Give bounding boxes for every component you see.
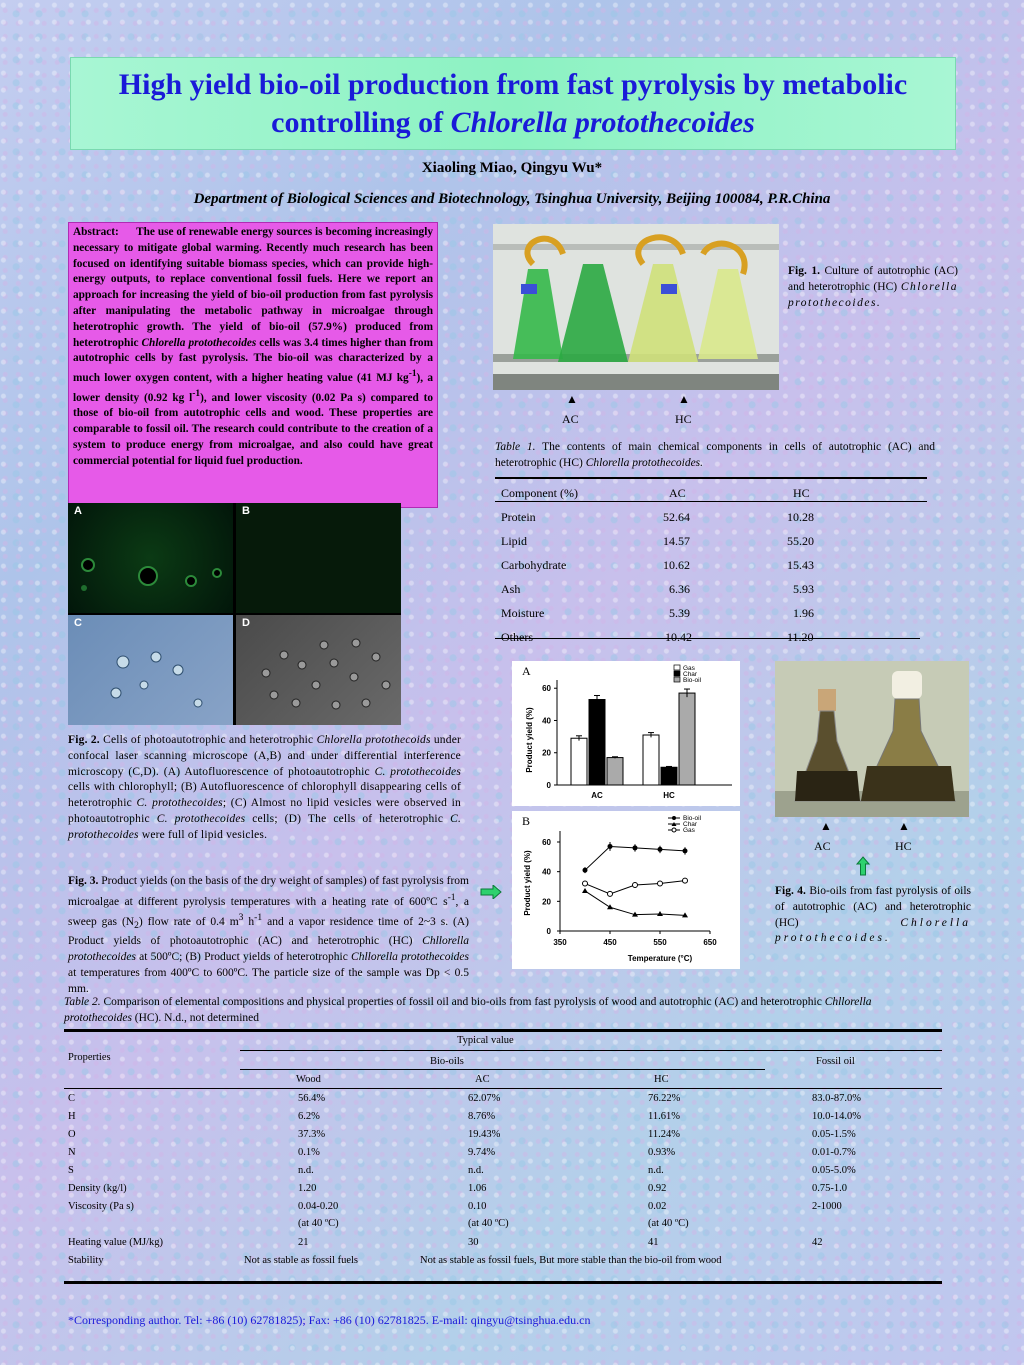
fig3b-chart xyxy=(512,811,740,969)
fig3a-category-label: AC xyxy=(591,791,603,800)
fig3a-category-label: HC xyxy=(663,791,675,800)
fig3-species-1: Chllorella protothecoides xyxy=(68,935,470,964)
fig1-hc-label: HC xyxy=(675,412,692,426)
fig4-ac-arrow-icon: ▲ xyxy=(820,819,832,833)
table2-h-hc: HC xyxy=(654,1074,669,1085)
fig1-label: Fig. 1. xyxy=(788,265,820,277)
table2-cell: O xyxy=(68,1129,76,1140)
table2-caption-text: Comparison of elemental compositions and physical properties of fossil oil and bio-oils from fast pyrolysis of wood and autotrophic (AC) and heterotrophic xyxy=(103,996,822,1008)
fig3-label: Fig. 3. xyxy=(68,875,99,887)
table2-cell: 9.74% xyxy=(468,1147,496,1158)
table2-cell: 62.07% xyxy=(468,1093,501,1104)
fig3b-legend-label: Char xyxy=(683,821,698,828)
fig3b-ytick-label: 60 xyxy=(542,838,551,847)
micro-panel-c xyxy=(68,615,233,725)
abstract-text-3: ), a lower density (0.92 kg l xyxy=(73,371,433,404)
t1-r4-c0: Moisture xyxy=(501,606,545,620)
table2-cell: (at 40 ºC) xyxy=(468,1218,509,1229)
fig3b-point xyxy=(658,847,663,852)
fig4-text: Bio-oils from fast pyrolysis of oils of autotrophic (AC) and heterotrophic (HC) xyxy=(775,885,971,929)
table1-header-component: Component (%) xyxy=(501,486,578,500)
table2-caption xyxy=(64,995,934,1027)
authors: Xiaoling Miao, Qingyu Wu* xyxy=(421,160,603,176)
table2-h-fossil: Fossil oil xyxy=(816,1056,855,1067)
fig3b-point xyxy=(683,878,688,883)
table2-h-wood: Wood xyxy=(296,1074,321,1085)
abstract-species: Chlorella protothecoides xyxy=(141,336,257,349)
table1-caption-species: Chlorella protothecoides. xyxy=(585,456,704,469)
fig3a-ytick-label: 20 xyxy=(542,748,551,758)
fig3-sub-1: 2 xyxy=(134,920,139,932)
t1-r5-c0: Others xyxy=(501,630,533,644)
fig3b-point xyxy=(583,881,588,886)
fig3-caption xyxy=(68,874,469,998)
fig3a-bar xyxy=(571,738,587,785)
fig3b-xtick-label: 350 xyxy=(553,938,567,947)
table2-cell: 1.20 xyxy=(298,1183,317,1194)
micro-c-cells xyxy=(68,615,233,725)
micro-panel-a xyxy=(68,503,233,613)
fig3b-xtick-label: 450 xyxy=(603,938,617,947)
fig3b-xtick-label: 650 xyxy=(703,938,717,947)
table2-cell: 0.05-1.5% xyxy=(812,1129,856,1140)
fig3b-legend-label: Bio-oil xyxy=(683,815,702,822)
fig3-species-2: Chllorella protothecoides xyxy=(351,951,470,964)
table2-cell: 10.0-14.0% xyxy=(812,1111,861,1122)
table2-bottom-rule xyxy=(64,1281,942,1284)
fig2-species-3: C. protothecoides xyxy=(136,797,223,810)
table2-cell: 8.76% xyxy=(468,1111,496,1122)
fig3-text-6: at 500ºC; (B) Product yields of heterotrophic xyxy=(139,951,348,964)
fig3a-legend-label: Gas xyxy=(683,665,695,672)
fig3a-legend-label: Char xyxy=(683,671,698,678)
t1-r4-c1: 5.39 xyxy=(669,606,690,620)
fig2-text-1: Cells of photoautotrophic and heterotrophic xyxy=(103,734,314,746)
table2-cell: 21 xyxy=(298,1237,309,1248)
t1-r5-c2: 11.20 xyxy=(787,630,814,644)
table2-cell: 37.3% xyxy=(298,1129,326,1140)
table2-cell: Viscosity (Pa s) xyxy=(68,1201,134,1212)
fig3a-bar xyxy=(679,693,695,785)
fig3a-legend-swatch xyxy=(674,665,680,670)
table2-cell: 0.04-0.20 xyxy=(298,1201,339,1212)
table2-cell: 41 xyxy=(648,1237,659,1248)
fig2-species-5: C. protothecoides xyxy=(68,812,462,841)
fig3a-panel-label: A xyxy=(522,664,531,678)
fig3b-xlabel: Temperature (°C) xyxy=(627,954,693,963)
fig4-species: Chlorella protothecoides. xyxy=(775,916,971,945)
microscopy-figure xyxy=(68,503,401,725)
affiliation: Department of Biological Sciences and Biotechnology, Tsinghua University, Beijing 100084, P.R.China xyxy=(193,191,831,207)
table2-cell: n.d. xyxy=(648,1165,664,1176)
biooil-flasks-illustration xyxy=(775,661,969,817)
fig3a-legend-swatch xyxy=(674,677,680,682)
fig3b-legend-label: Gas xyxy=(683,827,695,834)
table2-caption-species: Chllorella protothecoides xyxy=(64,996,872,1024)
fig3b-ytick-label: 40 xyxy=(542,867,551,877)
table2-cell: 1.06 xyxy=(468,1183,487,1194)
table2-cell: 11.61% xyxy=(648,1111,680,1122)
fig4-hc-arrow-icon: ▲ xyxy=(898,819,910,833)
table2-cell: Density (kg/l) xyxy=(68,1183,127,1194)
fig3b-point xyxy=(683,848,688,853)
fig3b-point xyxy=(658,881,663,886)
abstract-label: Abstract: xyxy=(73,226,119,238)
fig2-text-6: were full of lipid vesicles. xyxy=(141,828,268,841)
table1-bottom-rule xyxy=(495,638,920,639)
table2-cell: S xyxy=(68,1165,74,1176)
fig2-text-3: cells with chlorophyll; (B) Autofluorescence of chlorophyll disappearing cells of heterotrophic xyxy=(68,781,461,810)
fig3-text-2: , a sweep gas (N xyxy=(68,895,469,929)
t1-r3-c0: Ash xyxy=(501,582,521,596)
fig3a-legend-label: Bio-oil xyxy=(683,677,702,684)
title-line-2: controlling of xyxy=(271,106,444,139)
fig3-sup-3: -1 xyxy=(254,912,263,924)
table2-cell: 6.2% xyxy=(298,1111,320,1122)
fig2-text-2: under confocal laser scanning microscope (A,B) and under differential interference microscopy (C,D). (A) Autofluorescence of photoautotrophic xyxy=(68,734,462,778)
culture-photo xyxy=(493,224,779,390)
table2-cell: 0.92 xyxy=(648,1183,667,1194)
table1-header-hc: HC xyxy=(793,486,810,500)
fig3a-bar xyxy=(589,700,605,785)
arrow-up-icon xyxy=(856,856,870,876)
table2-cell: 56.4% xyxy=(298,1093,326,1104)
fig3b-point xyxy=(608,891,613,896)
t1-r2-c2: 15.43 xyxy=(787,558,814,572)
fig2-text-4: ; (C) Almost no lipid vesicles were observed in photoautotrophic xyxy=(68,797,461,825)
micro-panel-b xyxy=(236,503,401,613)
fig3b-point xyxy=(583,868,588,873)
t1-r2-c1: 10.62 xyxy=(663,558,690,572)
fig4-hc-label: HC xyxy=(895,839,912,853)
abstract-sup-2: -1 xyxy=(192,388,201,399)
fig3b-ytick-label: 0 xyxy=(546,927,551,936)
fig3a-bar xyxy=(661,767,677,785)
abstract-text-2: cells was 3.4 times higher than from autotrophic cells by fast pyrolysis. The bio-oil was characterized by a much lower oxygen content, with a higher heating value (41 MJ kg xyxy=(73,336,433,384)
biooil-photo xyxy=(775,661,969,817)
table2-cell: 76.22% xyxy=(648,1093,681,1104)
corresponding-author: *Corresponding author. Tel: +86 (10) 62781825); Fax: +86 (10) 62781825. E-mail: qingyu@tsinghua.edu.cn xyxy=(68,1313,591,1327)
fig3b-point xyxy=(607,904,613,909)
fig3-text-5: and a vapor residence time of 2~3 s. (A) Product yields of photoautotrophic (AC) and heterotrophic (HC) xyxy=(68,916,470,948)
fig3a-ytick-label: 40 xyxy=(542,716,551,726)
table2-cell: 0.10 xyxy=(468,1201,487,1212)
table2-cell: n.d. xyxy=(298,1165,314,1176)
table2-cell: 0.93% xyxy=(648,1147,676,1158)
table2-cell: 0.01-0.7% xyxy=(812,1147,856,1158)
fig4-label: Fig. 4. xyxy=(775,885,806,897)
fig3-text-1: Product yields (on the basis of the dry weight of samples) of fast pyrolysis from microalgae at different pyrolysis temperatures with a heating rate of 600ºC s xyxy=(68,875,469,908)
fig3b-point xyxy=(633,883,638,888)
fig2-text-5: cells; (D) The cells of heterotrophic xyxy=(252,812,444,825)
table2-cell: 0.05-5.0% xyxy=(812,1165,856,1176)
fig2-label: Fig. 2. xyxy=(68,734,100,746)
poster-title xyxy=(71,66,955,142)
t1-r1-c1: 14.57 xyxy=(663,534,690,548)
t1-r1-c0: Lipid xyxy=(501,534,527,548)
t1-r0-c0: Protein xyxy=(501,510,536,524)
table2-cell: 0.02 xyxy=(648,1201,667,1212)
table2-stability-wood: Not as stable as fossil fuels xyxy=(244,1255,359,1266)
fig2-species-2: C. protothecoides xyxy=(374,765,462,778)
micro-label-b: B xyxy=(242,505,250,517)
abstract-box xyxy=(68,222,438,508)
table1-caption-text: The contents of main chemical components in cells of autotrophic (AC) and heterotrophic (HC) xyxy=(495,441,935,469)
fig1-caption xyxy=(788,264,958,311)
abstract-text-1: The use of renewable energy sources is becoming increasingly necessary to mitigate global warming. Recently much research has been focused on identifying suitable biomass species, which can provide high-energy outputs, to replace conventional fossil fuels. Here we report an approach for increasing the yield of bio-oil production from fast pyrolysis after manipulating the metabolic pathway in microalgae through heterotrophic growth. The yield of bio-oil (57.9%) produced from heterotrophic xyxy=(73,226,433,349)
table2-stability-label: Stability xyxy=(68,1255,104,1266)
fig3b-point xyxy=(582,888,588,893)
table2-stability-bio: Not as stable as fossil fuels, But more stable than the bio-oil from wood xyxy=(420,1255,722,1266)
fig3a-legend-swatch xyxy=(674,671,680,676)
fig2-species-1: Chlorella protothecoids xyxy=(316,734,431,746)
fig3-text-3: ) flow rate of 0.4 m xyxy=(138,916,239,929)
t1-r2-c0: Carbohydrate xyxy=(501,558,567,572)
fig1-species: Chlorella protothecoides. xyxy=(788,280,959,309)
t1-r4-c2: 1.96 xyxy=(793,606,814,620)
t1-r5-c1: 10.42 xyxy=(665,630,692,644)
fig2-species-4: C. protothecoides xyxy=(156,812,246,825)
table2-cell: C xyxy=(68,1093,76,1104)
ac-arrow-icon: ▲ xyxy=(566,392,578,406)
fig3-sup-2: 3 xyxy=(238,912,244,924)
table1-caption xyxy=(495,440,935,472)
table2-caption-label: Table 2. xyxy=(64,996,101,1008)
micro-label-a: A xyxy=(74,505,82,517)
table2-cell: 0.1% xyxy=(298,1147,320,1158)
fig3b-legend-marker xyxy=(672,828,676,832)
fig4-caption xyxy=(775,884,971,947)
micro-a-cells xyxy=(68,503,233,613)
micro-label-d: D xyxy=(242,617,250,629)
table2-cell: H xyxy=(68,1111,76,1122)
table2-cell: 42 xyxy=(812,1237,823,1248)
fig3b-legend-marker xyxy=(672,816,676,820)
flasks-illustration xyxy=(493,224,779,390)
fig3b-ylabel: Product yield (%) xyxy=(523,850,532,916)
table1-header xyxy=(495,477,927,502)
table2-top-rule xyxy=(64,1029,942,1032)
abstract-text-4: ), and lower viscosity (0.02 Pa s) compared to those of bio-oil from autotrophic cells and wood. These properties are comparable to fossil oil. The research could contribute to the creation of a system to produce energy from microalgae, and also could have great commercial potential for liquid fuel production. xyxy=(73,391,433,467)
fig3a-bar xyxy=(643,735,659,785)
fig3a-ytick-label: 60 xyxy=(542,684,551,694)
t1-r3-c2: 5.93 xyxy=(793,582,814,596)
fig3a-chart xyxy=(512,661,740,806)
table2-cell: (at 40 ºC) xyxy=(298,1218,339,1229)
table2-cell: 83.0-87.0% xyxy=(812,1093,861,1104)
fig3-text-7: at temperatures from 400ºC to 600ºC. The particle size of the sample was Dp < 0.5 mm. xyxy=(68,966,469,995)
table2-cell: 0.75-1.0 xyxy=(812,1183,847,1194)
table2-h-biooils: Bio-oils xyxy=(430,1056,464,1067)
table2-cell: n.d. xyxy=(468,1165,484,1176)
arrow-right-icon xyxy=(480,885,502,899)
title-banner xyxy=(70,57,956,150)
table2-cell: N xyxy=(68,1147,76,1158)
fig3b-point xyxy=(657,911,663,916)
title-line-1: High yield bio-oil production from fast pyrolysis by metabolic xyxy=(118,68,908,101)
fig3b-point xyxy=(633,845,638,850)
table2-cell: 2-1000 xyxy=(812,1201,842,1212)
fig2-caption xyxy=(68,733,461,844)
t1-r3-c1: 6.36 xyxy=(669,582,690,596)
micro-panel-d xyxy=(236,615,401,725)
fig4-ac-label: AC xyxy=(814,839,831,853)
table2-cell: 19.43% xyxy=(468,1129,501,1140)
table2-h-ac: AC xyxy=(475,1074,490,1085)
table2-h-typical: Typical value xyxy=(457,1035,514,1046)
t1-r1-c2: 55.20 xyxy=(787,534,814,548)
table2-cell: (at 40 ºC) xyxy=(648,1218,689,1229)
table1-caption-label: Table 1. xyxy=(495,441,536,453)
micro-label-c: C xyxy=(74,617,82,629)
table2-h-properties: Properties xyxy=(68,1052,111,1063)
table2-rule-1 xyxy=(240,1050,942,1051)
fig3a-ylabel: Product yield (%) xyxy=(525,707,534,773)
table2-cell: 11.24% xyxy=(648,1129,680,1140)
table2-caption-end: (HC). N.d., not determined xyxy=(134,1011,260,1024)
table2-rule-2 xyxy=(240,1069,765,1070)
fig3a-ytick-label: 0 xyxy=(546,781,551,790)
table1-header-ac: AC xyxy=(669,486,686,500)
fig1-ac-label: AC xyxy=(562,412,579,426)
fig3-sup-1: -1 xyxy=(447,891,456,903)
fig3-text-4: h xyxy=(243,916,255,929)
fig3b-panel-label: B xyxy=(522,814,531,828)
table2-cell: 30 xyxy=(468,1237,479,1248)
fig3b-xtick-label: 550 xyxy=(653,938,667,947)
fig3a-bar xyxy=(607,758,623,785)
fig1-text: Culture of autotrophic (AC) and heterotrophic (HC) xyxy=(788,265,958,293)
table2-cell: Heating value (MJ/kg) xyxy=(68,1237,164,1248)
fig3b-point xyxy=(608,844,613,849)
abstract-sup-1: -1 xyxy=(408,369,417,380)
title-species: Chlorella protothecoides xyxy=(450,106,755,139)
micro-d-cells xyxy=(236,615,401,725)
t1-r0-c2: 10.28 xyxy=(787,510,814,524)
t1-r0-c1: 52.64 xyxy=(663,510,690,524)
table2-rule-3 xyxy=(64,1088,942,1089)
fig3b-ytick-label: 20 xyxy=(542,897,551,907)
hc-arrow-icon: ▲ xyxy=(678,392,690,406)
